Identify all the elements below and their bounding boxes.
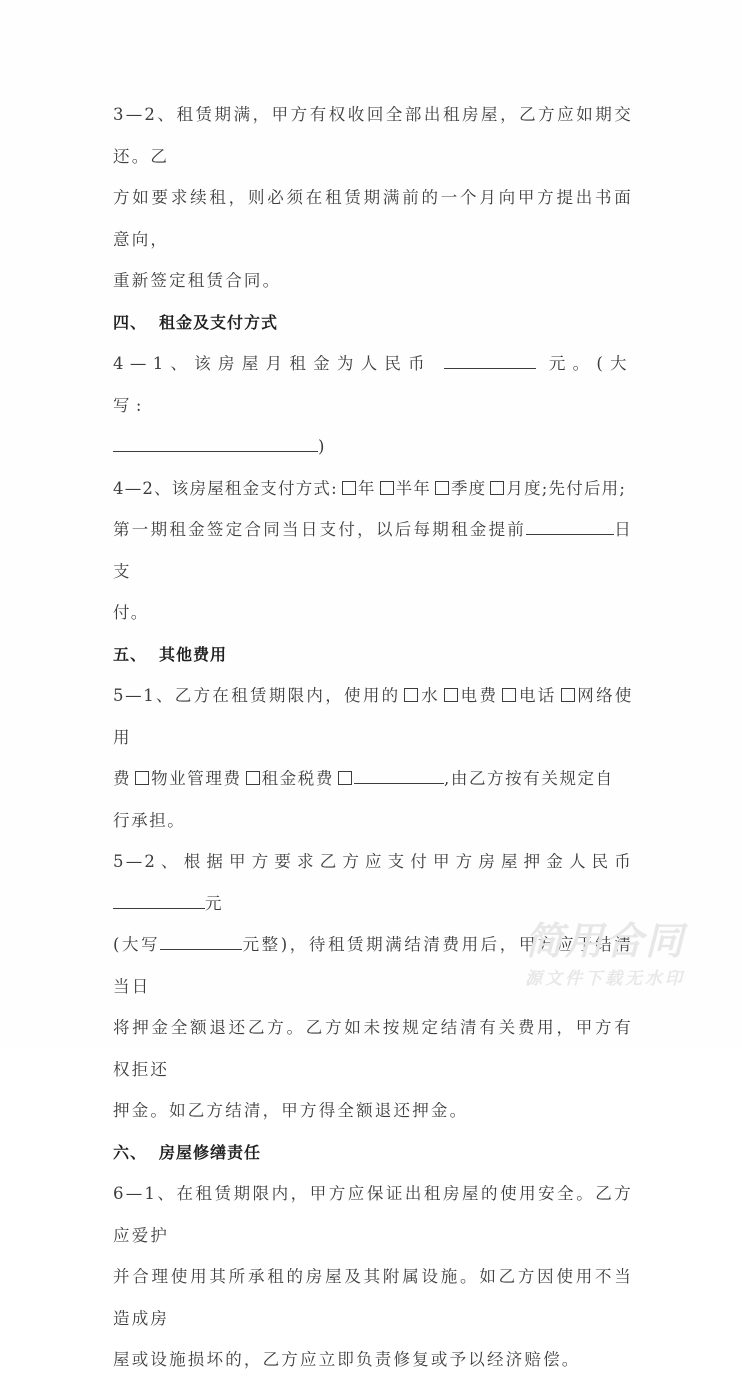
- monthly-rent-uppercase-blank[interactable]: [113, 437, 318, 452]
- document-content: [113, 94, 633, 1381]
- payment-option-quarter: 季度: [450, 478, 487, 498]
- clause-5-1-line-3: 行承担。: [113, 810, 186, 830]
- clause-4-2-line-2-prefix: 第一期租金签定合同当日支付，以后每期租金提前: [113, 520, 527, 539]
- clause-5-2-line-1-suffix: 元: [205, 893, 224, 913]
- clause-4-2-prefix: 4—2、该房屋租金支付方式:: [113, 478, 338, 498]
- clause-3-2-line-3: 重新签定租赁合同。: [113, 271, 282, 290]
- payment-quarter-checkbox[interactable]: [435, 481, 449, 495]
- section-4-number: 四、: [113, 312, 148, 332]
- fee-internet-checkbox[interactable]: [561, 688, 575, 702]
- fee-property-management-checkbox[interactable]: [135, 771, 149, 785]
- payment-option-year: 年: [357, 478, 376, 498]
- monthly-rent-amount-blank[interactable]: [444, 354, 536, 369]
- fee-rent-tax-checkbox[interactable]: [246, 771, 260, 785]
- clause-4-1-end: ): [318, 437, 331, 456]
- payment-year-checkbox[interactable]: [342, 481, 356, 495]
- clause-5-2-line-3: 将押金全额退还乙方。乙方如未按规定结清有关费用，甲方有权拒还: [113, 1018, 633, 1079]
- fee-option-electricity: 电费: [459, 686, 499, 705]
- watermark: [505, 918, 705, 994]
- clause-5-2-line-2-prefix: (大写: [113, 935, 161, 954]
- watermark-subtitle: 源文件下载无水印: [525, 969, 685, 989]
- payment-half-year-checkbox[interactable]: [380, 481, 394, 495]
- clause-6-1: [113, 1173, 633, 1381]
- clause-4-2-suffix: ;先付后用;: [541, 478, 627, 498]
- section-5-title: 其他费用: [159, 644, 228, 664]
- fee-water-checkbox[interactable]: [404, 688, 418, 702]
- fee-option-property-management: 物业管理费: [151, 769, 242, 788]
- fee-other-blank[interactable]: [354, 769, 444, 784]
- fee-option-rent-tax: 租金税费: [261, 769, 335, 788]
- clause-4-2: [113, 468, 633, 634]
- payment-option-half-year: 半年: [395, 478, 431, 498]
- deposit-uppercase-blank[interactable]: [160, 935, 242, 950]
- fee-phone-checkbox[interactable]: [502, 688, 516, 702]
- clause-4-2-line-2-suffix: 日支: [113, 520, 634, 581]
- fee-electricity-checkbox[interactable]: [444, 688, 458, 702]
- section-6-heading: [113, 1132, 633, 1174]
- section-4-heading: [113, 302, 633, 344]
- watermark-title: 简用合同: [524, 919, 685, 963]
- payment-option-month: 月度: [506, 478, 542, 498]
- section-5-number: 五、: [113, 644, 148, 664]
- fee-other-checkbox[interactable]: [338, 771, 352, 785]
- clause-3-2-line-2: 方如要求续租，则必须在租赁期满前的一个月向甲方提出书面意向，: [113, 188, 633, 249]
- clause-6-1-line-1: 6—1、在租赁期限内，甲方应保证出租房屋的使用安全。乙方应爱护: [113, 1184, 633, 1245]
- clause-5-1: [113, 675, 633, 841]
- clause-5-1-line-2-start: 费: [113, 769, 132, 788]
- clause-5-1-prefix: 5—1、乙方在租赁期限内，使用的: [113, 686, 401, 705]
- clause-3-2: [113, 94, 633, 302]
- clause-4-1-mid: 元。(大写:: [113, 354, 633, 415]
- section-6-number: 六、: [113, 1142, 148, 1162]
- clause-6-1-line-3: 屋或设施损坏的，乙方应立即负责修复或予以经济赔偿。: [113, 1350, 581, 1369]
- section-4-title: 租金及支付方式: [159, 312, 279, 332]
- clause-4-1: [113, 343, 633, 468]
- deposit-amount-blank[interactable]: [113, 894, 205, 909]
- clause-5-2-line-1-prefix: 5—2、根据甲方要求乙方应支付甲方房屋押金人民币: [113, 852, 633, 871]
- clause-3-2-line-1: 3—2、租赁期满，甲方有权收回全部出租房屋，乙方应如期交还。乙: [113, 105, 633, 166]
- clause-6-1-line-2: 并合理使用其所承租的房屋及其附属设施。如乙方因使用不当造成房: [113, 1267, 633, 1328]
- fee-option-water: 水: [420, 686, 440, 705]
- clause-5-1-line-2-suffix: ,由乙方按有关规定自: [444, 769, 614, 788]
- clause-4-2-line-3: 付。: [113, 603, 149, 622]
- advance-days-blank[interactable]: [526, 520, 614, 535]
- clause-5-2-line-2-suffix: 元整)，待租赁期满结清费用后，甲方应于结清当日: [113, 935, 633, 996]
- fee-option-internet: 网络使用: [113, 686, 633, 747]
- section-6-title: 房屋修缮责任: [159, 1142, 262, 1162]
- fee-option-phone: 电话: [518, 686, 557, 705]
- clause-4-1-prefix: 4—1、该房屋月租金为人民币: [113, 354, 432, 373]
- payment-month-checkbox[interactable]: [490, 481, 504, 495]
- section-5-heading: [113, 634, 633, 676]
- clause-5-2-line-4: 押金。如乙方结清，甲方得全额退还押金。: [113, 1101, 469, 1120]
